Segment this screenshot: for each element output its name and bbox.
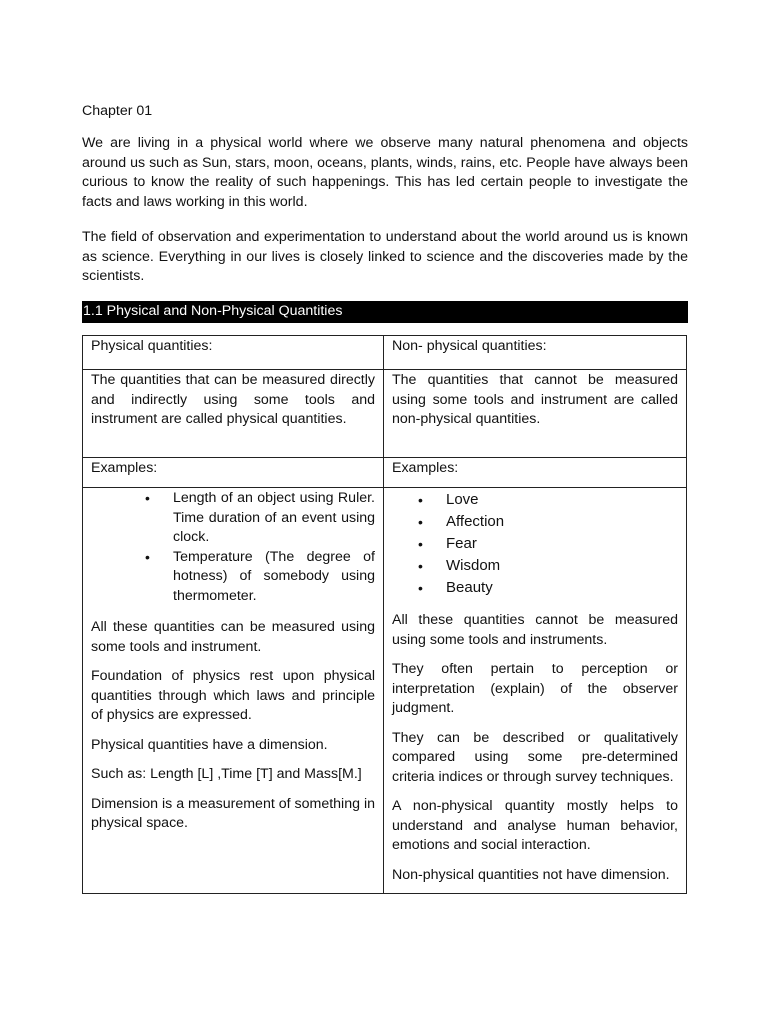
list-item: • Beauty [392, 577, 678, 599]
list-item: • Love [392, 489, 678, 511]
cell-paragraph: Such as: Length [L] ,Time [T] and Mass[M.] [91, 766, 362, 782]
definition-physical: The quantities that can be measured directly and indirectly using some tools and instrument are called physical quantities. [83, 370, 384, 458]
cell-paragraph: Physical quantities have a dimension. [91, 736, 328, 753]
examples-label-nonphysical: Examples: [384, 458, 687, 488]
table-row [83, 488, 687, 894]
list-item: • Wisdom [392, 555, 678, 577]
cell-paragraph: All these quantities cannot be measured using some tools and instruments. [392, 612, 678, 648]
section-title: 1.1 Physical and Non-Physical Quantities [83, 303, 343, 319]
cell-paragraph: Foundation of physics rest upon physical quantities through which laws and principle of physics are expressed. [91, 668, 375, 723]
comparison-table [82, 335, 687, 894]
list-item: • Temperature (The degree of hotness) of somebody using thermometer. [91, 548, 375, 607]
list-item: • Fear [392, 533, 678, 555]
definition-nonphysical: The quantities that cannot be measured using some tools and instrument are called non-physical quantities. [384, 370, 687, 458]
table-row [83, 458, 687, 488]
cell-paragraph: All these quantities can be measured using some tools and instrument. [91, 619, 375, 655]
intro-paragraph: We are living in a physical world where we observe many natural phenomena and objects around us such as Sun, stars, moon, oceans, plants, winds, rains, etc. People have always been curious to know the reality of such happenings. This has led certain people to investigate the facts and laws working in this world. [82, 135, 688, 210]
table-row [83, 370, 687, 458]
nonphysical-bullet-list [392, 489, 678, 599]
cell-paragraph: They often pertain to perception or interpretation (explain) of the observer judgment. [392, 661, 678, 716]
header-nonphysical: Non- physical quantities: [384, 336, 687, 370]
intro-paragraph: The field of observation and experimentation to understand about the world around us is known as science. Everything in our lives is closely linked to science and the discoveries made by the scientists. [82, 229, 688, 284]
list-item: • Affection [392, 511, 678, 533]
nonphysical-examples-cell [384, 488, 687, 894]
section-heading-bar [82, 301, 688, 323]
header-physical: Physical quantities: [83, 336, 384, 370]
table-header-row [83, 336, 687, 370]
list-item: • Length of an object using Ruler. Time duration of an event using clock. [91, 489, 375, 548]
physical-examples-cell [83, 488, 384, 894]
cell-paragraph: A non-physical quantity mostly helps to understand and analyse human behavior, emotions and social interaction. [392, 798, 678, 853]
chapter-heading: Chapter 01 [82, 103, 153, 119]
cell-paragraph: Non-physical quantities not have dimension. [392, 866, 670, 883]
physical-bullet-list [91, 489, 375, 606]
cell-paragraph: They can be described or qualitatively compared using some pre-determined criteria indices or through survey techniques. [392, 729, 678, 785]
examples-label-physical: Examples: [83, 458, 384, 488]
cell-paragraph: Dimension is a measurement of something in physical space. [91, 795, 375, 831]
